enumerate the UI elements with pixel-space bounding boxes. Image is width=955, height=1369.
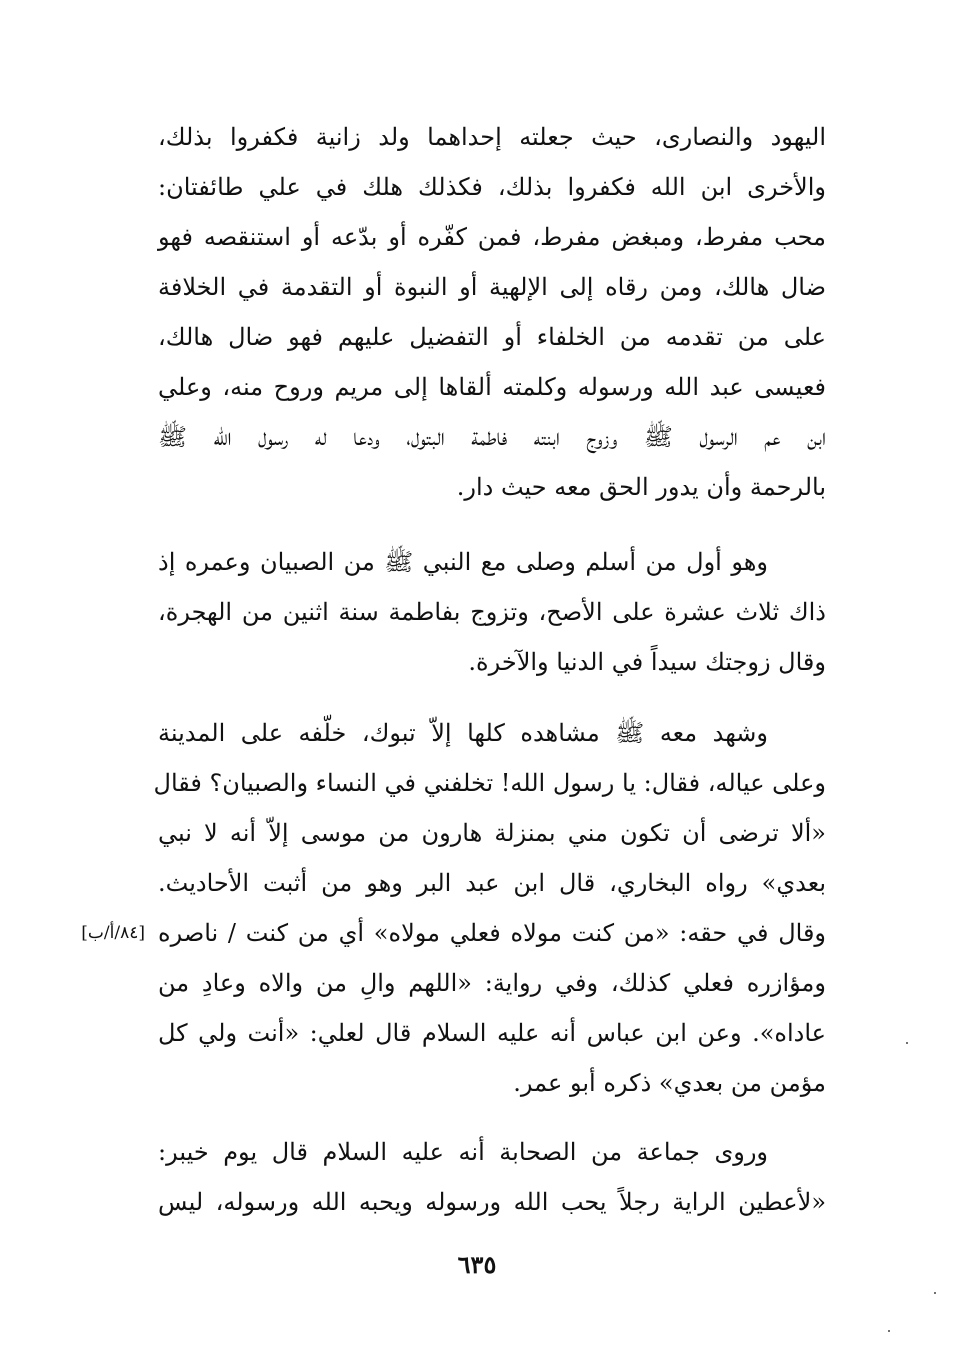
text-line: ابن عم الرسول ﷺ وزوج ابنته فاطمة البتول، ودعا له رسول الله ﷺ [158, 423, 826, 451]
text-line: مؤمن من بعدي» ذكره أبو عمر. [513, 1069, 826, 1097]
text-line: «ألا ترضى أن تكون مني بمنزلة هارون من موسى إلاّ أنه لا نبي [158, 819, 826, 847]
text-line: وشهد معه ﷺ مشاهده كلها إلاّ تبوك، خلّفه على المدينة [158, 719, 768, 747]
text-line: والأخرى ابن الله فكفروا بذلك، فكذلك هلك في علي طائفتان: [158, 173, 826, 201]
scan-speck [906, 1042, 908, 1044]
text-line: ومؤازره فعلي كذلك، وفي رواية: «اللهم والِ من والاه وعادِ من [158, 969, 826, 997]
text-line: وعلى عياله، فقال: يا رسول الله! تخلفني في النساء والصبيان؟ فقال [153, 769, 826, 797]
text-line: عاداه». وعن ابن عباس أنه عليه السلام قال لعلي: «أنت ولي كل [158, 1019, 826, 1047]
text-line: بعدي» رواه البخاري، قال ابن عبد البر وهو من أثبت الأحاديث. [158, 869, 826, 897]
scan-speck [934, 1292, 936, 1294]
text-line: وقال زوجتك سيداً في الدنيا والآخرة. [468, 648, 826, 676]
text-line: «لأعطين الراية رجلاً يحب الله ورسوله ويحبه الله ورسوله، ليس [158, 1188, 826, 1216]
scan-speck [888, 1330, 890, 1332]
paragraph-2 [158, 537, 826, 687]
text-line: فعيسى عبد الله ورسوله وكلمته ألقاها إلى مريم وروح منه، وعلي [158, 373, 826, 401]
paragraph-1 [158, 112, 826, 512]
margin-folio-reference: [٨٤/أ/ب] [81, 923, 145, 943]
text-line: وهو أول من أسلم وصلى مع النبي ﷺ من الصبيان وعمره إذ [158, 548, 768, 576]
text-line: بالرحمة وأن يدور الحق معه حيث دار. [456, 473, 826, 501]
paragraph-3 [153, 708, 826, 1108]
text-line: ضال هالك، ومن رقاه إلى الإلهية أو النبوة أو التقدمة في الخلافة [158, 273, 826, 301]
text-line: محب مفرط، ومبغض مفرط، فمن كفّره أو بدّعه أو استنقصه فهو [158, 223, 826, 251]
page-number: ٦٣٥ [457, 1250, 497, 1279]
text-line: وقال في حقه: «من كنت مولاه فعلي مولاه» أي من كنت / ناصره [158, 919, 826, 947]
text-line: على من تقدمه من الخلفاء أو التفضيل عليهم فهو ضال هالك، [158, 323, 826, 351]
paragraph-4 [158, 1127, 826, 1227]
text-line: وروى جماعة من الصحابة أنه عليه السلام قال يوم خيبر: [158, 1138, 768, 1166]
text-line: ذاك ثلاث عشرة على الأصح، وتزوج بفاطمة سنة اثنين من الهجرة، [158, 598, 826, 626]
text-line: اليهود والنصارى، حيث جعلته إحداهما ولد زانية فكفروا بذلك، [158, 123, 826, 151]
